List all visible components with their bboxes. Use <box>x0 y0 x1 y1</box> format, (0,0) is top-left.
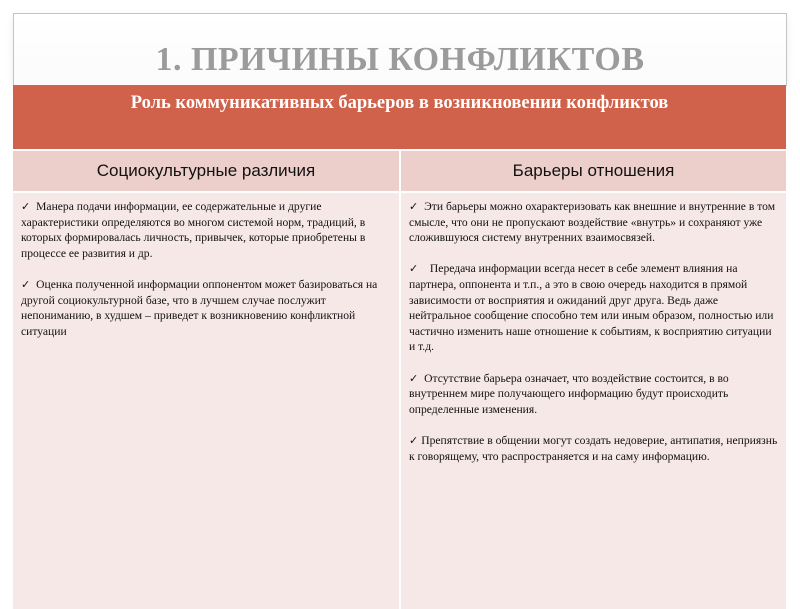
list-item <box>409 433 778 464</box>
check-icon: ✓ <box>21 277 31 291</box>
list-item <box>21 277 387 339</box>
list-item-text: Отсутствие барьера означает, что воздействие состоится, в во внутреннем мире получающего информацию будут происходить определенные изменения. <box>409 371 729 416</box>
list-item-text: Манера подачи информации, ее содержательные и другие характеристики определяются во многом системой норм, традиций, в которых формировалась личность, привычек, которые приобретены в процессе ее развития и др. <box>21 200 366 260</box>
list-item <box>409 371 778 418</box>
check-icon: ✓ <box>21 200 31 213</box>
table-body-row <box>13 192 786 609</box>
attitude-barriers-cell <box>400 192 786 609</box>
list-item <box>21 199 387 261</box>
column-heading-row <box>13 150 786 192</box>
check-icon: ✓ <box>409 262 419 276</box>
column-heading-attitude-barriers: Барьеры отношения <box>400 150 786 192</box>
list-item <box>409 261 778 355</box>
list-item-text: Эти барьеры можно охарактеризовать как внешние и внутренние в том смысле, что они не пропускают воздействие «внутрь» и сохраняют уже сложившуюся систему внутренних взаимосвязей. <box>409 200 776 245</box>
barriers-table <box>13 85 786 609</box>
table-header-row <box>13 85 786 150</box>
column-heading-sociocultural: Социокультурные различия <box>13 150 400 192</box>
table-header: Роль коммуникативных барьеров в возникновении конфликтов <box>13 85 786 150</box>
list-item-text: Оценка полученной информации оппонентом может базироваться на другой социокультурной базе, что в лучшем случае послужит непониманию, в худшем – приведет к возникновению конфликтной ситуации <box>21 277 378 338</box>
sociocultural-cell <box>13 192 400 609</box>
list-item-text: Препятствие в общении могут создать недоверие, антипатия, неприязнь к говорящему, что распространяется и на саму информацию. <box>409 433 778 463</box>
check-icon: ✓ <box>409 433 419 447</box>
title-box <box>13 13 787 86</box>
check-icon: ✓ <box>409 371 419 385</box>
slide-title: 1. ПРИЧИНЫ КОНФЛИКТОВ <box>155 41 645 78</box>
check-icon: ✓ <box>409 200 419 213</box>
list-item-text: Передача информации всегда несет в себе элемент влияния на партнера, оппонента и т.п., а это в свою очередь находится в прямой зависимости от восприятия и ожиданий друг друга. Ведь даже нейтральное сообщение способно тем или иным образом, полностью или частично изменить наше отношение к событиям, к восприятию ситуации и т.д. <box>409 262 774 354</box>
list-item <box>409 199 778 246</box>
